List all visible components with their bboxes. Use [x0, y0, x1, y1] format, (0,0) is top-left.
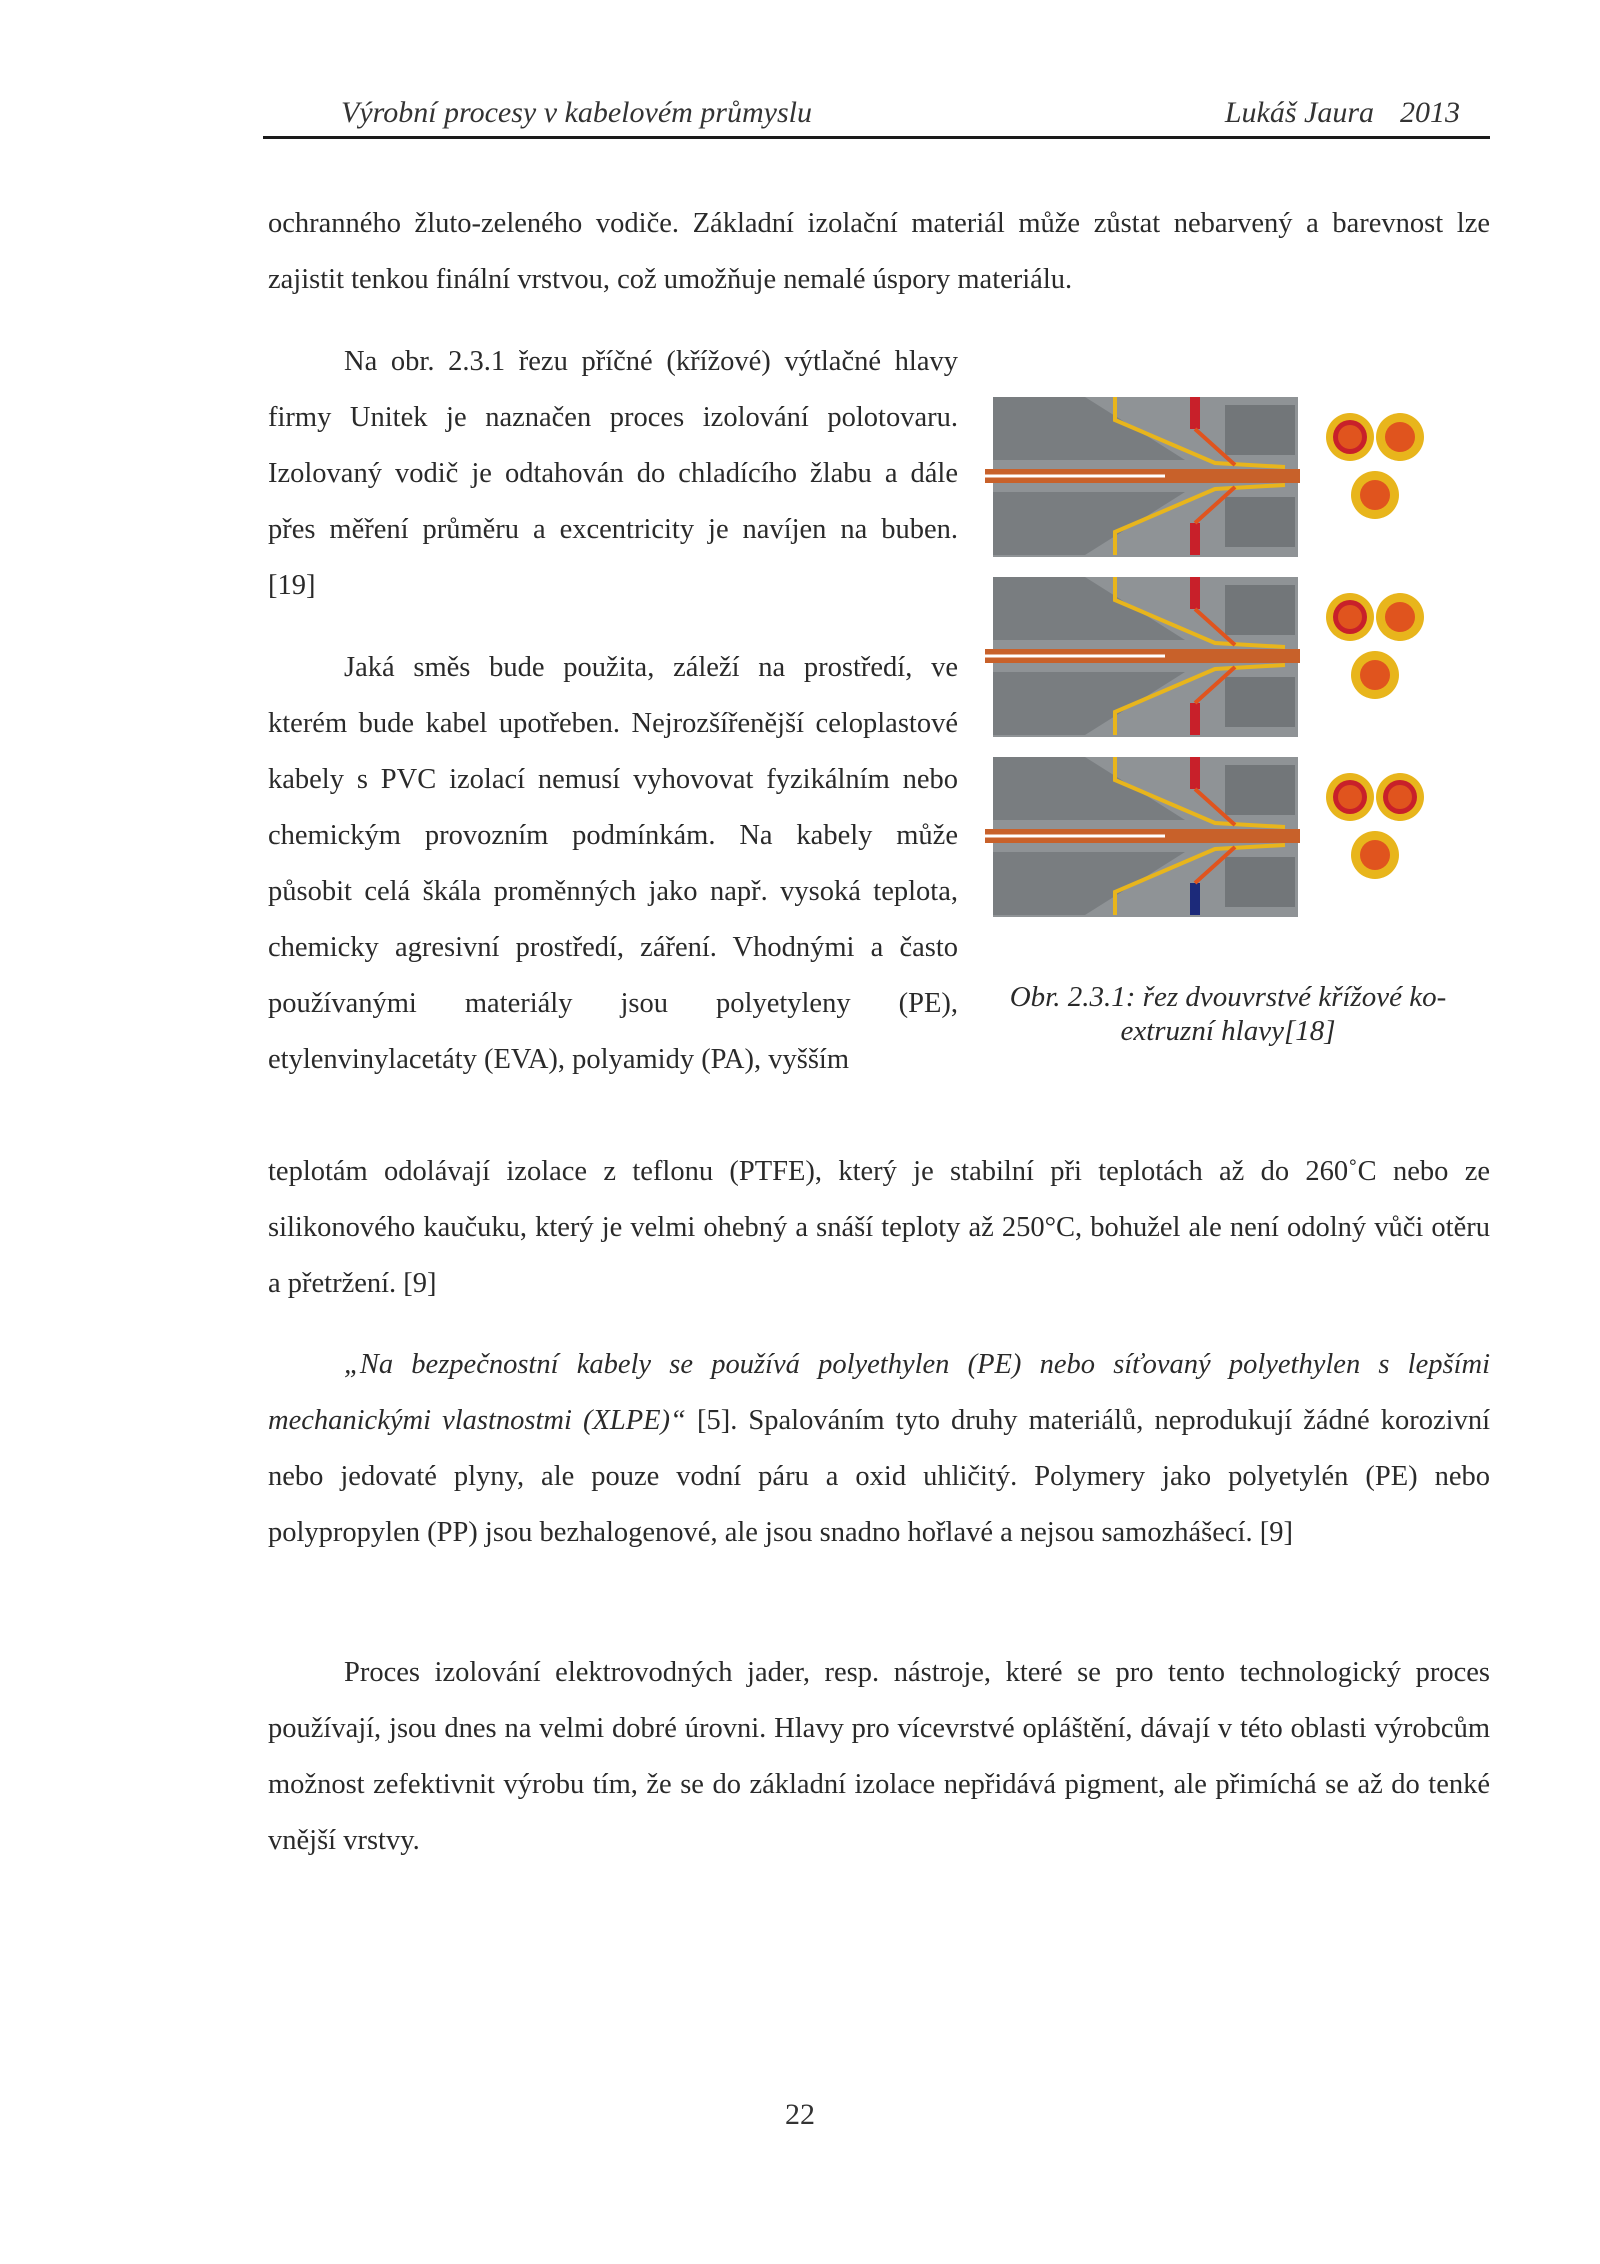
cable-core-3-3: [1360, 840, 1390, 870]
cable-core-2-2: [1385, 602, 1415, 632]
die-tip-bottom-2: [1225, 677, 1295, 727]
paragraph-materials-continued: teplotám odolávají izolace z teflonu (PTFE), který je stabilní při teplotách až do 260˚C nebo ze silikonového kaučuku, který je velmi ohebný a snáší teploty až 250°C, bohužel ale není odolný vůči otěru a přetržení. [9]: [268, 1156, 1490, 1299]
header-author: Lukáš Jaura: [1224, 96, 1374, 129]
cable-core-3-2: [1388, 785, 1412, 809]
page-header: [263, 92, 1490, 139]
paragraph-figure-reference: Na obr. 2.3.1 řezu příčné (křížové) výtlačné hlavy firmy Unitek je naznačen proces izolování polotovaru. Izolovaný vodič je odtahován do chladícího žlabu a dále přes měření průměru a excentricity je navíjen na buben. [19]: [268, 346, 958, 601]
die-tip-top-3: [1225, 765, 1295, 815]
paragraph-continuation: ochranného žluto-zeleného vodiče. Základní izolační materiál může zůstat nebarvený a barevnost lze zajistit tenkou finální vrstvou, což umožňuje nemalé úspory materiálu.: [268, 208, 1490, 295]
cable-core-1-2: [1385, 422, 1415, 452]
cable-core-2-3: [1360, 660, 1390, 690]
coextrusion-head-figure: [985, 395, 1460, 935]
header-author-year: [1225, 96, 1460, 130]
paragraph-process: Proces izolování elektrovodných jader, resp. nástroje, které se pro tento technologický proces používají, jsou dnes na velmi dobré úrovni. Hlavy pro vícevrstvé opláštění, dávají v této oblasti výrobcům možnost zefektivnit výrobu tím, že se do základní izolace nepřidává pigment, ale přimíchá se až do tenké vnější vrstvy.: [268, 1657, 1490, 1856]
quote-text: „Na bezpečnostní kabely se používá polyethylen (PE) nebo síťovaný polyethylen s lepšími mechanickými vlastnostmi (XLPE)“: [268, 1349, 1490, 1436]
inner-layer-inlet-bottom-2: [1190, 703, 1200, 735]
die-tip-top-2: [1225, 585, 1295, 635]
header-title: Výrobní procesy v kabelovém průmyslu: [341, 96, 812, 129]
die-tip-bottom-1: [1225, 497, 1295, 547]
cable-core-2-1: [1338, 605, 1362, 629]
die-tip-top-1: [1225, 405, 1295, 455]
inner-layer-inlet-bottom-1: [1190, 523, 1200, 555]
inner-layer-inlet-top-1: [1190, 397, 1200, 429]
paragraph-safety-cables: [268, 1337, 1490, 1561]
paragraph-materials: Jaká směs bude použita, záleží na prostředí, ve kterém bude kabel upotřeben. Nejrozšířenější celoplastové kabely s PVC izolací nemusí vyhovovat fyzikálním nebo chemickým provozním podmínkám. Na kabely může působit celá škála proměnných jako např. vysoká teplota, chemicky agresivní prostředí, záření. Vhodnými a často používanými materiály jsou polyetyleny (PE), etylenvinylacetáty (EVA), polyamidy (PA), vyšším: [268, 652, 958, 1075]
inner-layer-inlet-bottom-3: [1190, 883, 1200, 915]
inner-layer-inlet-top-3: [1190, 757, 1200, 789]
page-number: 22: [785, 2098, 815, 2131]
cable-core-1-1: [1338, 425, 1362, 449]
header-year: 2013: [1400, 96, 1460, 129]
cable-core-1-3: [1360, 480, 1390, 510]
die-tip-bottom-3: [1225, 857, 1295, 907]
cable-core-3-1: [1338, 785, 1362, 809]
figure-caption: Obr. 2.3.1: řez dvouvrstvé křížové ko-extruzní hlavy[18]: [1009, 981, 1447, 1047]
paragraph-safety-cables-rest: [5]. Spalováním tyto druhy materiálů, neprodukují žádné korozivní nebo jedovaté plyny, ale pouze vodní páru a oxid uhličitý. Polymery jako polyetylén (PE) nebo polypropylen (PP) jsou bezhalogenové, ale jsou snadno hořlavé a nejsou samozhášecí. [9]: [268, 1405, 1490, 1548]
inner-layer-inlet-top-2: [1190, 577, 1200, 609]
